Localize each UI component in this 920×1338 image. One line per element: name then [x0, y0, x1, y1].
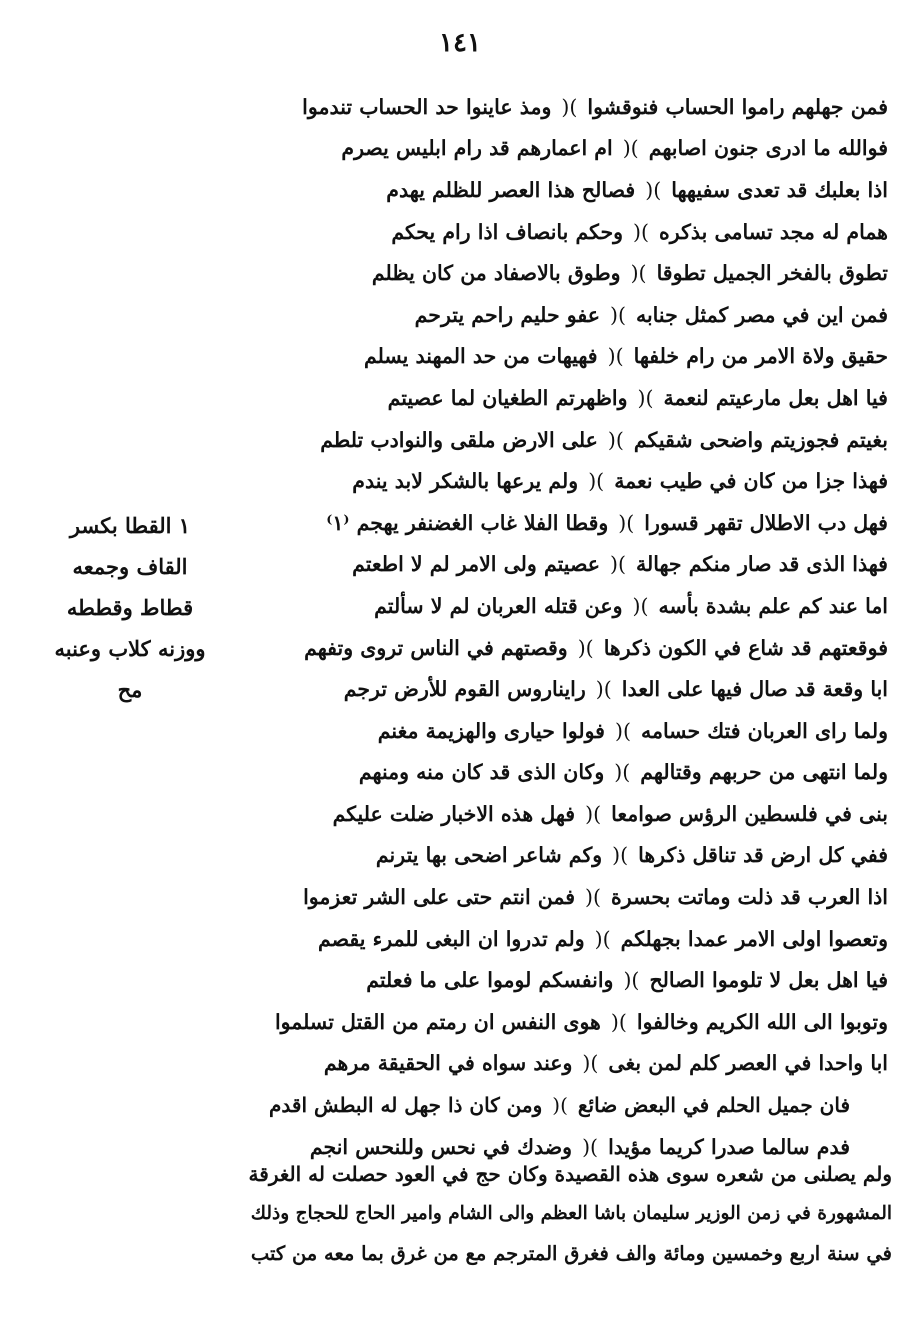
verse-first-hemistich: همام له مجد تسامى بذكره [659, 219, 888, 244]
verse-line [268, 294, 888, 336]
verse-line [268, 627, 888, 669]
hemistich-separator: )( [645, 177, 662, 202]
verse-second-hemistich: وانفسكم لوموا على ما فعلتم [366, 968, 614, 993]
verse-first-hemistich: وتوبوا الى الله الكريم وخالفوا [636, 1009, 888, 1034]
verse-second-hemistich: عصيتم ولى الامر لم لا اطعتم [352, 552, 600, 577]
verse-first-hemistich: ابا واحدا في العصر كلم لمن بغى [608, 1051, 888, 1076]
verse-line [268, 668, 888, 710]
verse-line [268, 544, 888, 586]
hemistich-separator: )( [610, 552, 626, 577]
verse-line [268, 835, 888, 877]
margin-note-line: قطاط وقططه [66, 595, 194, 620]
hemistich-separator: )( [633, 219, 650, 244]
verse-first-hemistich: فدم سالما صدرا كريما مؤيدا [608, 1134, 850, 1159]
verse-line [268, 1043, 888, 1085]
verse-second-hemistich: ومذ عاينوا حد الحساب تندموا [302, 94, 552, 119]
verse-line [268, 876, 888, 918]
poem [268, 86, 888, 1167]
hemistich-separator: )( [630, 261, 647, 286]
verse-second-hemistich: على الارض ملقى والنوادب تلطم [320, 427, 598, 452]
verse-second-hemistich: وحكم بانصاف اذا رام يحكم [391, 219, 624, 244]
verse-second-hemistich: ولم يرعها بالشكر لابد يندم [352, 469, 579, 494]
verse-line [268, 419, 888, 461]
verse-first-hemistich: حقيق ولاة الامر من رام خلفها [633, 344, 888, 369]
page-number: ١٤١ [439, 28, 481, 58]
verse-second-hemistich: وكان الذى قد كان منه ومنهم [358, 760, 605, 785]
verse-line [268, 252, 888, 294]
hemistich-separator: )( [595, 677, 612, 702]
hemistich-separator: )( [607, 344, 624, 369]
verse-first-hemistich: ابا وقعة قد صال فيها على العدا [621, 677, 888, 702]
verse-line [268, 1001, 888, 1043]
hemistich-separator: )( [561, 94, 578, 119]
verse-line [268, 211, 888, 253]
verse-line [268, 585, 888, 627]
hemistich-separator: )( [594, 926, 611, 951]
verse-first-hemistich: تطوق بالفخر الجميل تطوقا [656, 261, 888, 286]
hemistich-separator: )( [614, 760, 631, 785]
verse-second-hemistich: وقصتهم في الناس تروى وتفهم [304, 635, 568, 660]
hemistich-separator: )( [623, 968, 640, 993]
verse-first-hemistich: اذا بعلبك قد تعدى سفيهها [671, 177, 888, 202]
verse-second-hemistich: هوى النفس ان رمتم من القتل تسلموا [274, 1009, 601, 1034]
hemistich-separator: )( [610, 1009, 627, 1034]
hemistich-separator: )( [552, 1093, 568, 1118]
verse-first-hemistich: فهل دب الاطلال تقهر قسورا [644, 510, 888, 535]
hemistich-separator: )( [618, 510, 635, 535]
verse-first-hemistich: بغيتم فجوزيتم واضحى شقيكم [633, 427, 888, 452]
verse-first-hemistich: ولما راى العربان فتك حسامه [640, 718, 888, 743]
verse-second-hemistich: وضدك في نحس وللنحس انجم [309, 1134, 573, 1159]
hemistich-separator: )( [585, 801, 602, 826]
prose-line: في سنة اربع وخمسين ومائة والف فغرق المترجم مع من غرق بما معه من كتب [250, 1242, 892, 1265]
verse-line [268, 918, 888, 960]
verse-line [268, 460, 888, 502]
margin-footnote [40, 505, 220, 710]
verse-second-hemistich: ومن كان ذا جهل له البطش اقدم [269, 1093, 543, 1118]
verse-second-hemistich: وعن قتله العربان لم لا سألتم [374, 593, 623, 618]
verse-line [268, 959, 888, 1001]
hemistich-separator: )( [577, 635, 594, 660]
verse-first-hemistich: فان جميل الحلم في البعض ضائع [577, 1093, 850, 1118]
verse-first-hemistich: فهذا الذى قد صار منكم جهالة [636, 552, 888, 577]
hemistich-separator: )( [582, 1051, 599, 1076]
verse-line [268, 86, 888, 128]
verse-second-hemistich: وطوق بالاصفاد من كان يظلم [371, 261, 621, 286]
verse-second-hemistich: وعند سواه في الحقيقة مرهم [323, 1051, 573, 1076]
verse-line [268, 752, 888, 794]
verse-second-hemistich: فصالح هذا العصر للظلم يهدم [386, 177, 636, 202]
verse-first-hemistich: فمن جهلهم راموا الحساب فنوقشوا [587, 94, 888, 119]
verse-second-hemistich: فهل هذه الاخبار ضلت عليكم [332, 801, 576, 826]
verse-line [268, 336, 888, 378]
prose-line: المشهورة في زمن الوزير سليمان باشا العظم والى الشام وامير الحاج للحجاج وذلك [250, 1203, 892, 1224]
hemistich-separator: )( [637, 385, 654, 410]
margin-note-line: القاف وجمعه [72, 554, 188, 579]
hemistich-separator: )( [632, 593, 649, 618]
verse-second-hemistich: ام اعمارهم قد رام ابليس يصرم [341, 136, 613, 161]
verse-first-hemistich: وتعصوا اولى الامر عمدا بجهلكم [620, 926, 888, 951]
verse-second-hemistich: ولم تدروا ان البغى للمرء يقصم [317, 926, 585, 951]
verse-first-hemistich: فوالله ما ادرى جنون اصابهم [648, 136, 888, 161]
verse-first-hemistich: فيا اهل بعل لا تلوموا الصالح [649, 968, 888, 993]
verse-first-hemistich: بنى في فلسطين الرؤس صوامعا [611, 801, 888, 826]
verse-second-hemistich: وقطا الفلا غاب الغضنفر يهجم ⁽١⁾ [326, 510, 609, 535]
verse-second-hemistich: واظهرتم الطغيان لما عصيتم [387, 385, 628, 410]
verse-first-hemistich: اما عند كم علم بشدة بأسه [658, 593, 888, 618]
verse-line [268, 169, 888, 211]
verse-second-hemistich: فمن انتم حتى على الشر تعزموا [303, 885, 576, 910]
verse-first-hemistich: ولما انتهى من حربهم وقتالهم [640, 760, 888, 785]
hemistich-separator: )( [612, 843, 629, 868]
margin-note-line: مح [117, 677, 143, 702]
verse-second-hemistich: رايناروس القوم للأرض ترجم [343, 677, 586, 702]
prose-paragraph [238, 1154, 892, 1274]
hemistich-separator: )( [609, 302, 626, 327]
verse-first-hemistich: اذا العرب قد ذلت وماتت بحسرة [611, 885, 888, 910]
verse-line [268, 1084, 888, 1126]
hemistich-separator: )( [607, 427, 624, 452]
verse-line [268, 502, 888, 544]
hemistich-separator: )( [585, 885, 602, 910]
hemistich-separator: )( [622, 136, 639, 161]
margin-note-line: ووزنه كلاب وعنبه [54, 636, 206, 661]
verse-first-hemistich: فهذا جزا من كان في طيب نعمة [614, 469, 888, 494]
verse-first-hemistich: فيا اهل بعل مارعيتم لنعمة [663, 385, 888, 410]
verse-line [268, 128, 888, 170]
verse-first-hemistich: فمن اين في مصر كمثل جنابه [635, 302, 888, 327]
verse-second-hemistich: فولوا حيارى والهزيمة مغنم [377, 718, 605, 743]
verse-line [268, 377, 888, 419]
verse-second-hemistich: عفو حليم راحم يترحم [414, 302, 600, 327]
verse-second-hemistich: فهيهات من حد المهند يسلم [363, 344, 598, 369]
verse-line [268, 793, 888, 835]
margin-note-line: ١ القطا بكسر [69, 513, 191, 538]
hemistich-separator: )( [582, 1134, 599, 1159]
hemistich-separator: )( [588, 469, 605, 494]
verse-second-hemistich: وكم شاعر اضحى بها يترنم [375, 843, 603, 868]
verse-first-hemistich: فوقعتهم قد شاع في الكون ذكرها [603, 635, 888, 660]
verse-first-hemistich: ففي كل ارض قد تناقل ذكرها [638, 843, 888, 868]
verse-line [268, 710, 888, 752]
prose-line: ولم يصلنى من شعره سوى هذه القصيدة وكان حج في العود حصلت له الغرقة [248, 1162, 892, 1186]
hemistich-separator: )( [614, 718, 631, 743]
